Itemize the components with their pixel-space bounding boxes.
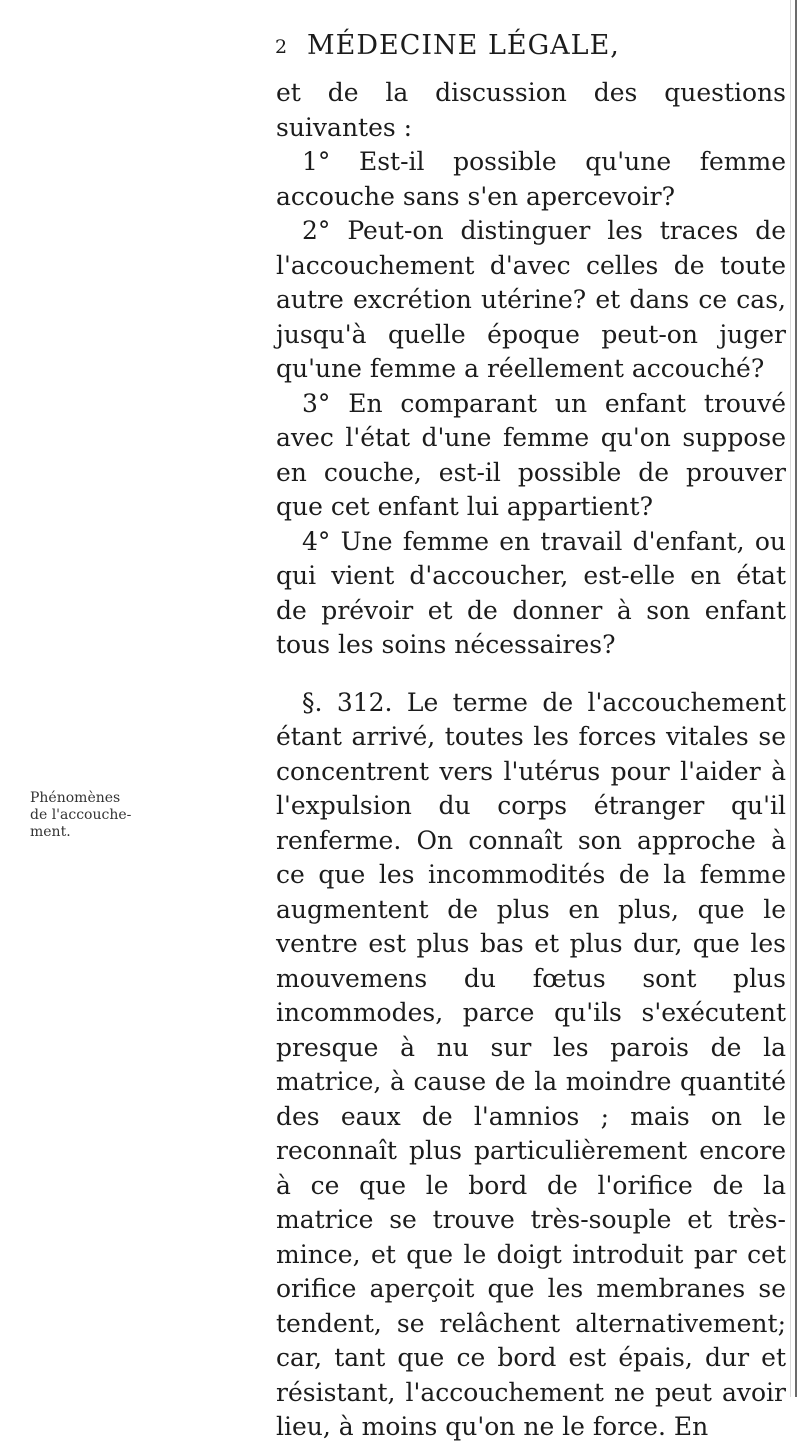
margin-note-line: ment. [30,824,71,840]
page-number: 2 [275,36,288,58]
question-3: 3° En comparant un enfant trouvé avec l'état d'une femme qu'on suppose en couche, est-il possible de prouver que cet enfant lui appartient? [276,388,786,521]
page-edge [795,0,797,1397]
page-header [0,22,800,66]
margin-note-line: de l'accouche- [30,807,132,823]
question-4: 4° Une femme en travail d'enfant, ou qui vient d'accoucher, est-elle en état de prévoir et de donner à son enfant tous les soins nécessaires? [276,526,786,659]
body-text [276,76,786,1445]
running-head: MÉDECINE LÉGALE, [307,30,620,61]
question-1: 1° Est-il possible qu'une femme accouche sans s'en apercevoir? [276,147,786,211]
margin-note-line: Phénomènes [30,790,121,806]
page-edge-shadow [790,0,791,1397]
section-312: §. 312. Le terme de l'accouchement étant arrivé, toutes les forces vitales se concentrent vers l'utérus pour l'aider à l'expulsion du corps étranger qu'il renferme. On connaît son approche à ce que les incommodités de la femme augmentent de plus en plus, que le ventre est plus bas et plus dur, que les mouvemens du fœtus sont plus incommodes, parce qu'ils s'exécutent presque à nu sur les parois de la matrice, à cause de la moindre quantité des eaux de l'amnios ; mais on le reconnaît plus particulièrement encore à ce que le bord de l'orifice de la matrice se trouve très-souple et très-mince, et que le doigt introduit par cet orifice aperçoit que les membranes se tendent, se relâchent alternativement; car, tant que ce bord est épais, dur et résistant, l'accouchement ne peut avoir lieu, à moins qu'on ne le force. En [276,687,786,1441]
margin-note [30,790,160,841]
question-2: 2° Peut-on distinguer les traces de l'accouchement d'avec celles de toute autre excrétion utérine? et dans ce cas, jusqu'à quelle époque peut-on juger qu'une femme a réellement accouché? [276,216,786,383]
paragraph-intro: et de la discussion des questions suivantes : [276,78,786,142]
